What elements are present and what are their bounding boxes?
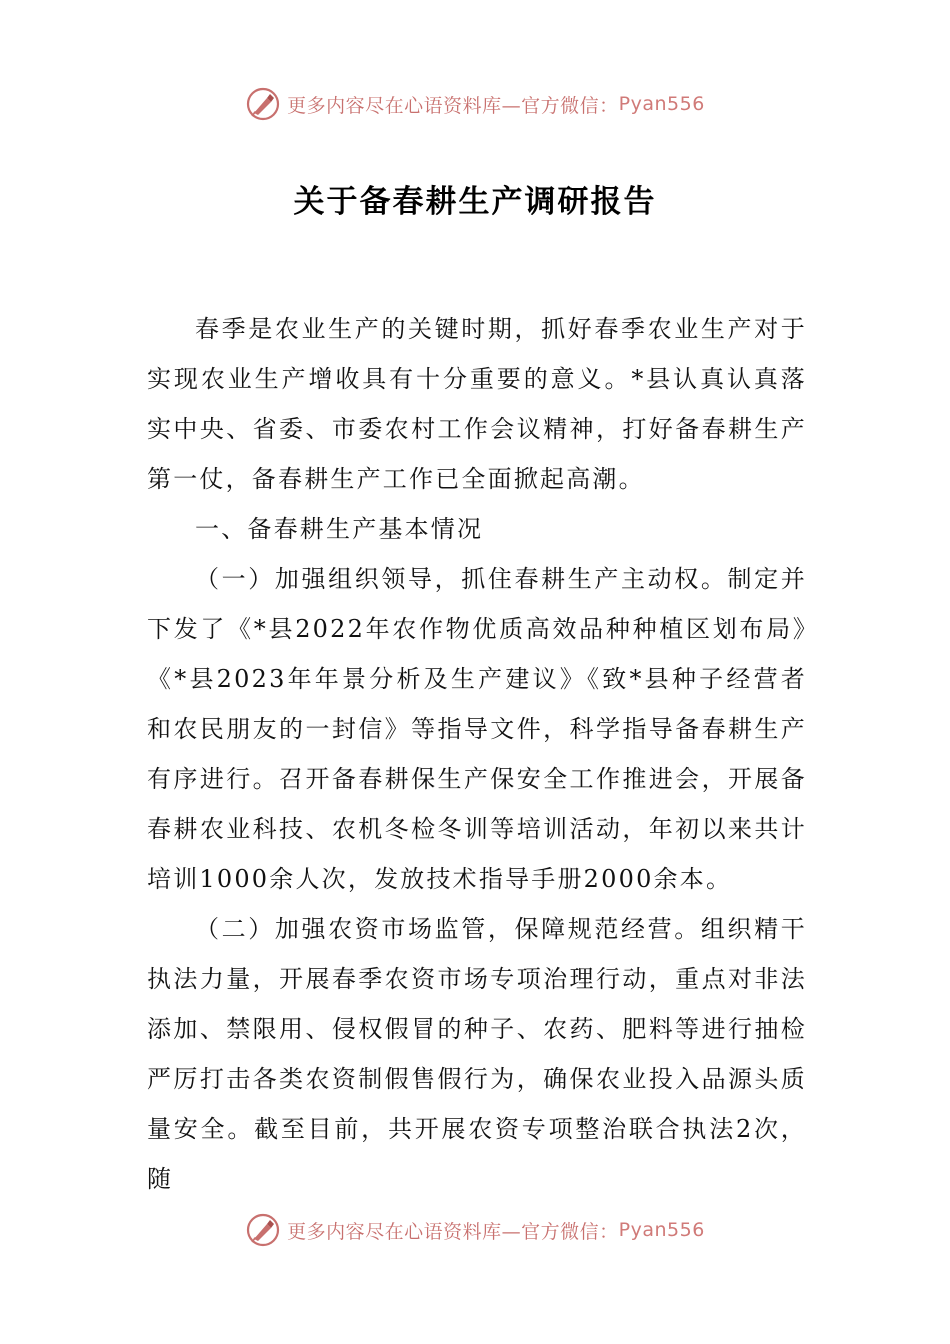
footer-banner — [0, 1210, 950, 1250]
pen-nib-logo-icon — [245, 1212, 281, 1248]
banner-text: 更多内容尽在心语资料库—官方微信： — [287, 1220, 619, 1243]
header-banner — [0, 84, 950, 124]
paragraph-market-supervision: （二）加强农资市场监管，保障规范经营。组织精干执法力量，开展春季农资市场专项治理行动，重点对非法添加、禁限用、侵权假冒的种子、农药、肥料等进行抽检严厉打击各类农资制假售假行为，确保农业投入品源头质量安全。截至目前，共开展农资专项整治联合执法2次，随 — [147, 915, 807, 1193]
document-body — [147, 304, 807, 1204]
banner-wechat-id: Pyan556 — [618, 93, 705, 115]
pen-nib-logo-icon — [245, 86, 281, 122]
document-title: 关于备春耕生产调研报告 — [293, 184, 657, 220]
paragraph-organization: （一）加强组织领导，抓住春耕生产主动权。制定并下发了《*县2022年农作物优质高效品种种植区划布局》《*县2023年年景分析及生产建议》《致*县种子经营者和农民朋友的一封信》等指导文件，科学指导备春耕生产有序进行。召开备春耕保生产保安全工作推进会，开展备春耕农业科技、农机冬检冬训等培训活动，年初以来共计培训1000余人次，发放技术指导手册2000余本。 — [147, 565, 807, 893]
banner-text: 更多内容尽在心语资料库—官方微信： — [287, 94, 619, 117]
paragraph-intro: 春季是农业生产的关键时期，抓好春季农业生产对于实现农业生产增收具有十分重要的意义。*县认真认真落实中央、省委、市委农村工作会议精神，打好备春耕生产第一仗，备春耕生产工作已全面掀起高潮。 — [147, 315, 807, 493]
section-heading: 一、备春耕生产基本情况 — [195, 515, 484, 543]
banner-wechat-id: Pyan556 — [618, 1219, 705, 1241]
